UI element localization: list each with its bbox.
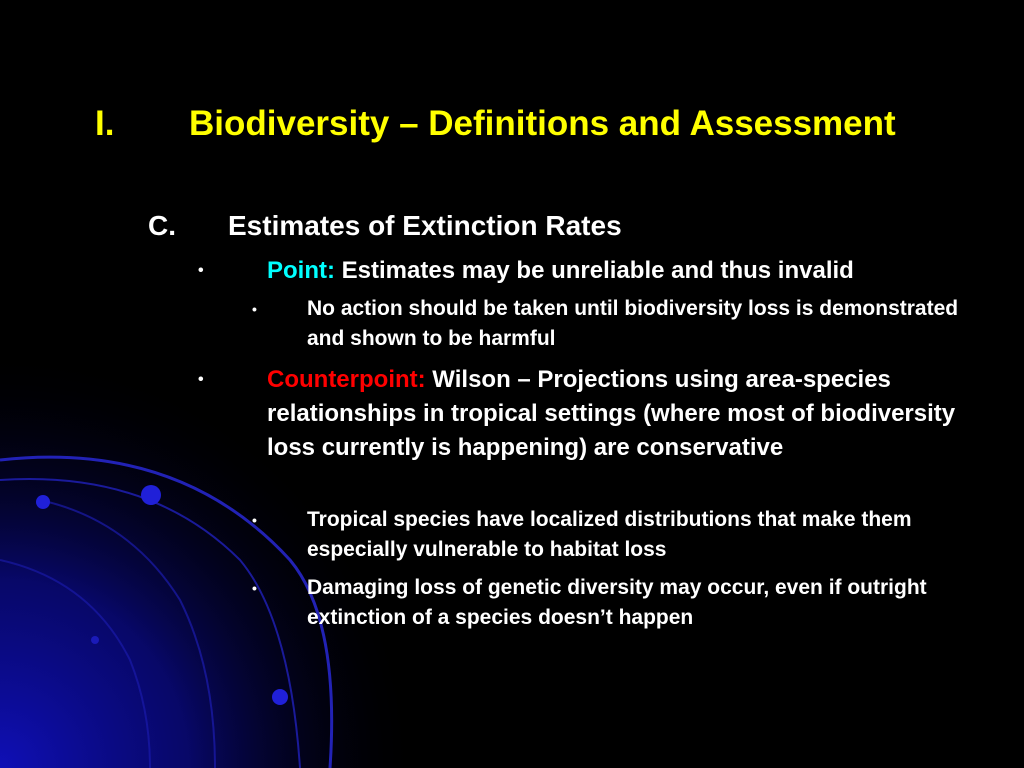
counterpoint-label: Counterpoint: — [267, 366, 426, 393]
point-item — [267, 254, 1007, 288]
decorative-dot — [141, 485, 161, 505]
decorative-dot — [91, 636, 99, 644]
counterpoint-text: Wilson – Projections using area-species relationships in tropical settings (where most of biodiversity loss currently is happening) are conservative — [267, 366, 956, 461]
sub-bullet-marker: • — [252, 301, 257, 317]
decorative-dot — [36, 495, 50, 509]
counterpoint-sub-item: Damaging loss of genetic diversity may occur, even if outright extinction of a species doesn’t happen — [307, 576, 927, 629]
bullet-point-marker: • — [198, 262, 204, 279]
counterpoint-sub-item: Tropical species have localized distributions that make them especially vulnerable to habitat loss — [307, 508, 912, 561]
slide-title: Biodiversity – Definitions and Assessment — [189, 104, 896, 143]
section-number: C. — [148, 210, 176, 241]
section-heading: Estimates of Extinction Rates — [228, 210, 622, 241]
point-sub-item: No action should be taken until biodiversity loss is demonstrated and shown to be harmful — [307, 297, 959, 350]
sub-bullet-marker: • — [252, 512, 257, 528]
bullet-counterpoint-marker: • — [198, 371, 204, 388]
sub-bullet-marker: • — [252, 580, 257, 596]
point-text: Estimates may be unreliable and thus invalid — [334, 257, 854, 284]
point-label: Point: — [267, 257, 335, 284]
counterpoint-item — [267, 363, 997, 465]
decorative-dot — [272, 689, 288, 705]
title-number: I. — [95, 104, 115, 143]
